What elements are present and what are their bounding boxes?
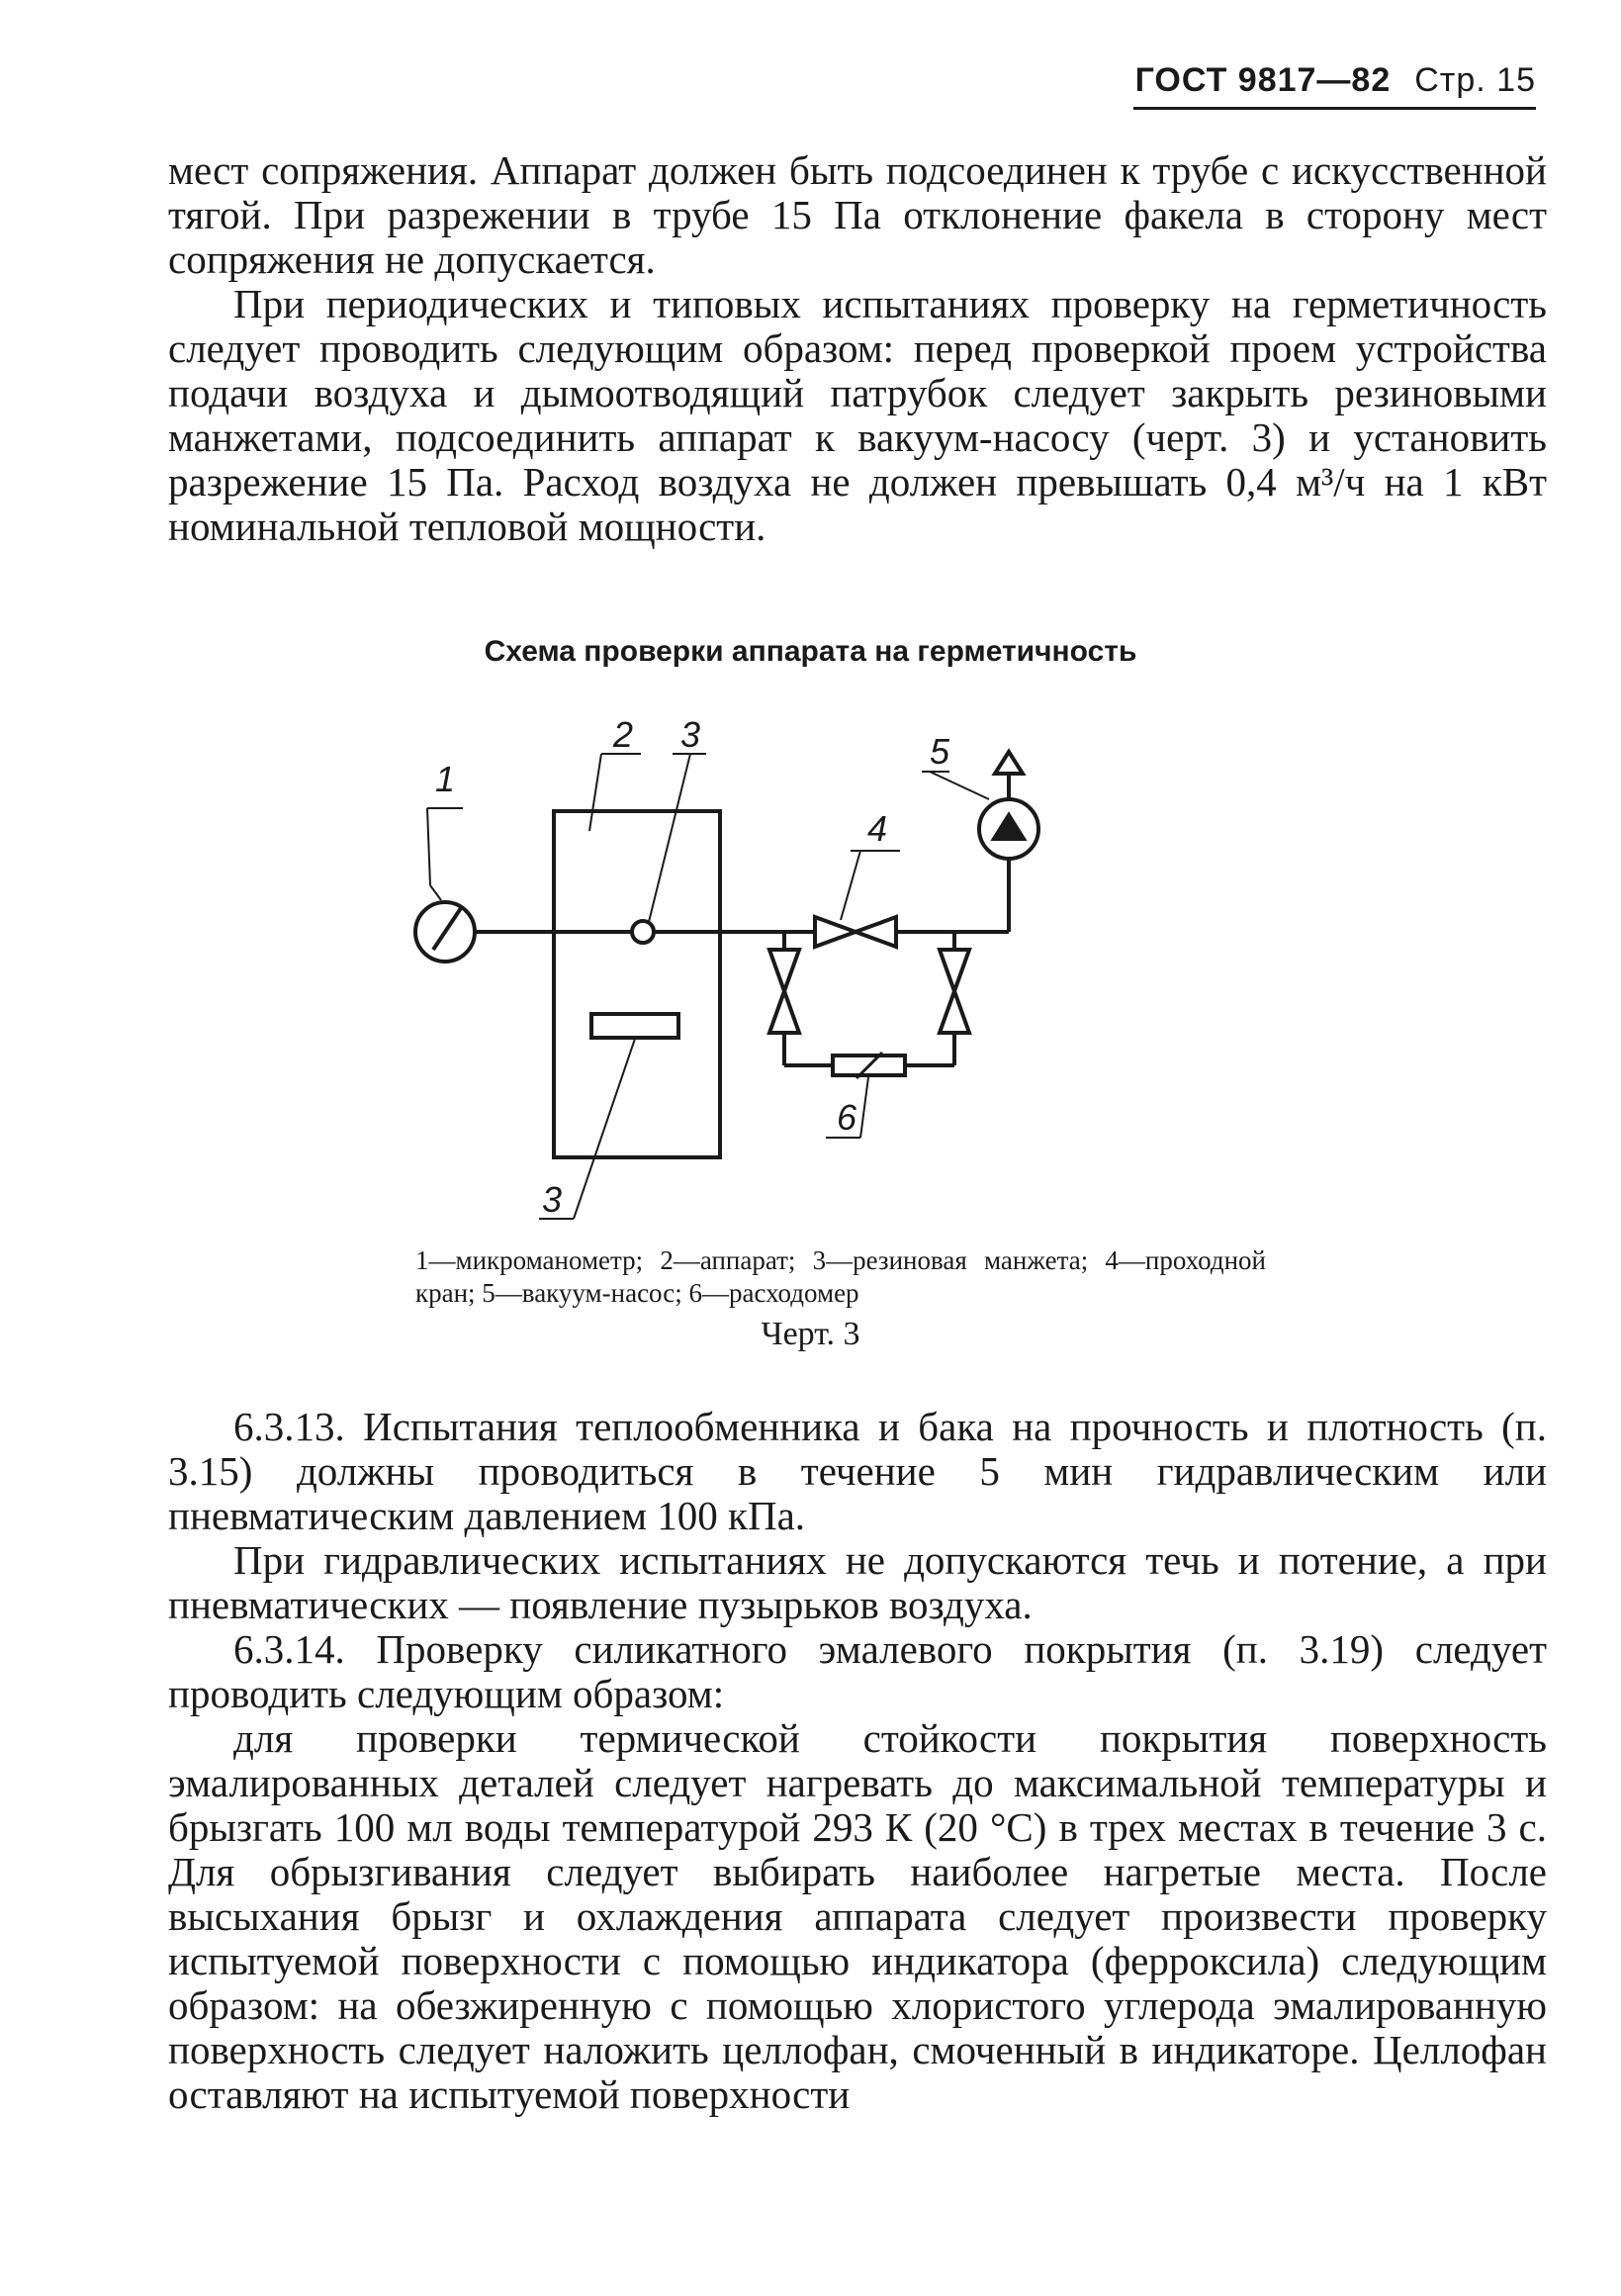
paragraph: 6.3.14. Проверку силикатного эмалевого покрытия (п. 3.19) следует проводить следующим образом: xyxy=(168,1626,1547,1716)
figure-legend: 1—микроманометр; 2—аппарат; 3—резиновая манжета; 4—проходной кран; 5—вакуум-насос; 6—расходомер xyxy=(415,1245,1266,1308)
bypass-valve-right xyxy=(940,950,969,991)
figure-title: Схема проверки аппарата на герметичность xyxy=(484,635,1137,668)
label-3-bottom: 3 xyxy=(542,1179,563,1220)
paragraph: При гидравлических испытаниях не допускаются течь и потение, а при пневматических — появление пузырьков воздуха. xyxy=(168,1537,1547,1627)
valve-4-symbol xyxy=(815,917,856,947)
body-text-top xyxy=(168,148,1547,549)
paragraph: 6.3.13. Испытания теплообменника и бака на прочность и плотность (п. 3.15) должны проводиться в течение 5 мин гидравлическим или пневматическим давлением 100 кПа. xyxy=(168,1404,1547,1538)
figure-number: Черт. 3 xyxy=(761,1316,860,1352)
label-1: 1 xyxy=(435,759,456,799)
leak-test-diagram xyxy=(376,712,1315,1227)
label-5: 5 xyxy=(930,731,950,772)
label-4: 4 xyxy=(867,808,888,849)
paragraph: для проверки термической стойкости покрытия поверхность эмалированных деталей следует нагревать до максимальной температуры и брызгать 100 мл воды температурой 293 К (20 °С) в трех местах в течение 3 с. Для обрызгивания следует выбирать наиболее нагретые места. После высыхания брызг и охлаждения аппарата следует произвести проверку испытуемой поверхности с помощью индикатора (ферроксила) следующим образом: на обезжиренную с помощью хлористого углерода эмалированную поверхность следует наложить целлофан, смоченный в индикаторе. Целлофан оставляют на испытуемой поверхности xyxy=(168,1715,1547,2117)
paragraph: мест сопряжения. Аппарат должен быть подсоединен к трубе с искусственной тягой. При разрежении в трубе 15 Па отклонение факела в сторону мест сопряжения не допускается. xyxy=(168,147,1547,282)
body-text-bottom xyxy=(168,1405,1547,2117)
paragraph: При периодических и типовых испытаниях проверку на герметичность следует проводить следующим образом: перед проверкой проем устройства подачи воздуха и дымоотводящий патрубок следует закрыть резиновыми манжетами, подсоединить аппарат к вакуум-насосу (черт. 3) и установить разрежение 15 Па. Расход воздуха не должен превышать 0,4 м³/ч на 1 кВт номинальной тепловой мощности. xyxy=(168,281,1547,549)
bypass-valve-left xyxy=(769,950,799,991)
apparatus-box xyxy=(554,811,720,1157)
page-number: Стр. 15 xyxy=(1414,61,1536,99)
rubber-cuff-2-symbol xyxy=(591,1014,678,1038)
rubber-cuff-symbol xyxy=(632,921,654,943)
header-rule xyxy=(1133,107,1536,110)
label-3: 3 xyxy=(680,714,701,755)
label-6: 6 xyxy=(837,1097,857,1138)
standard-number: ГОСТ 9817—82 xyxy=(1134,61,1392,99)
label-2: 2 xyxy=(613,714,634,755)
page-header xyxy=(1135,61,1536,100)
